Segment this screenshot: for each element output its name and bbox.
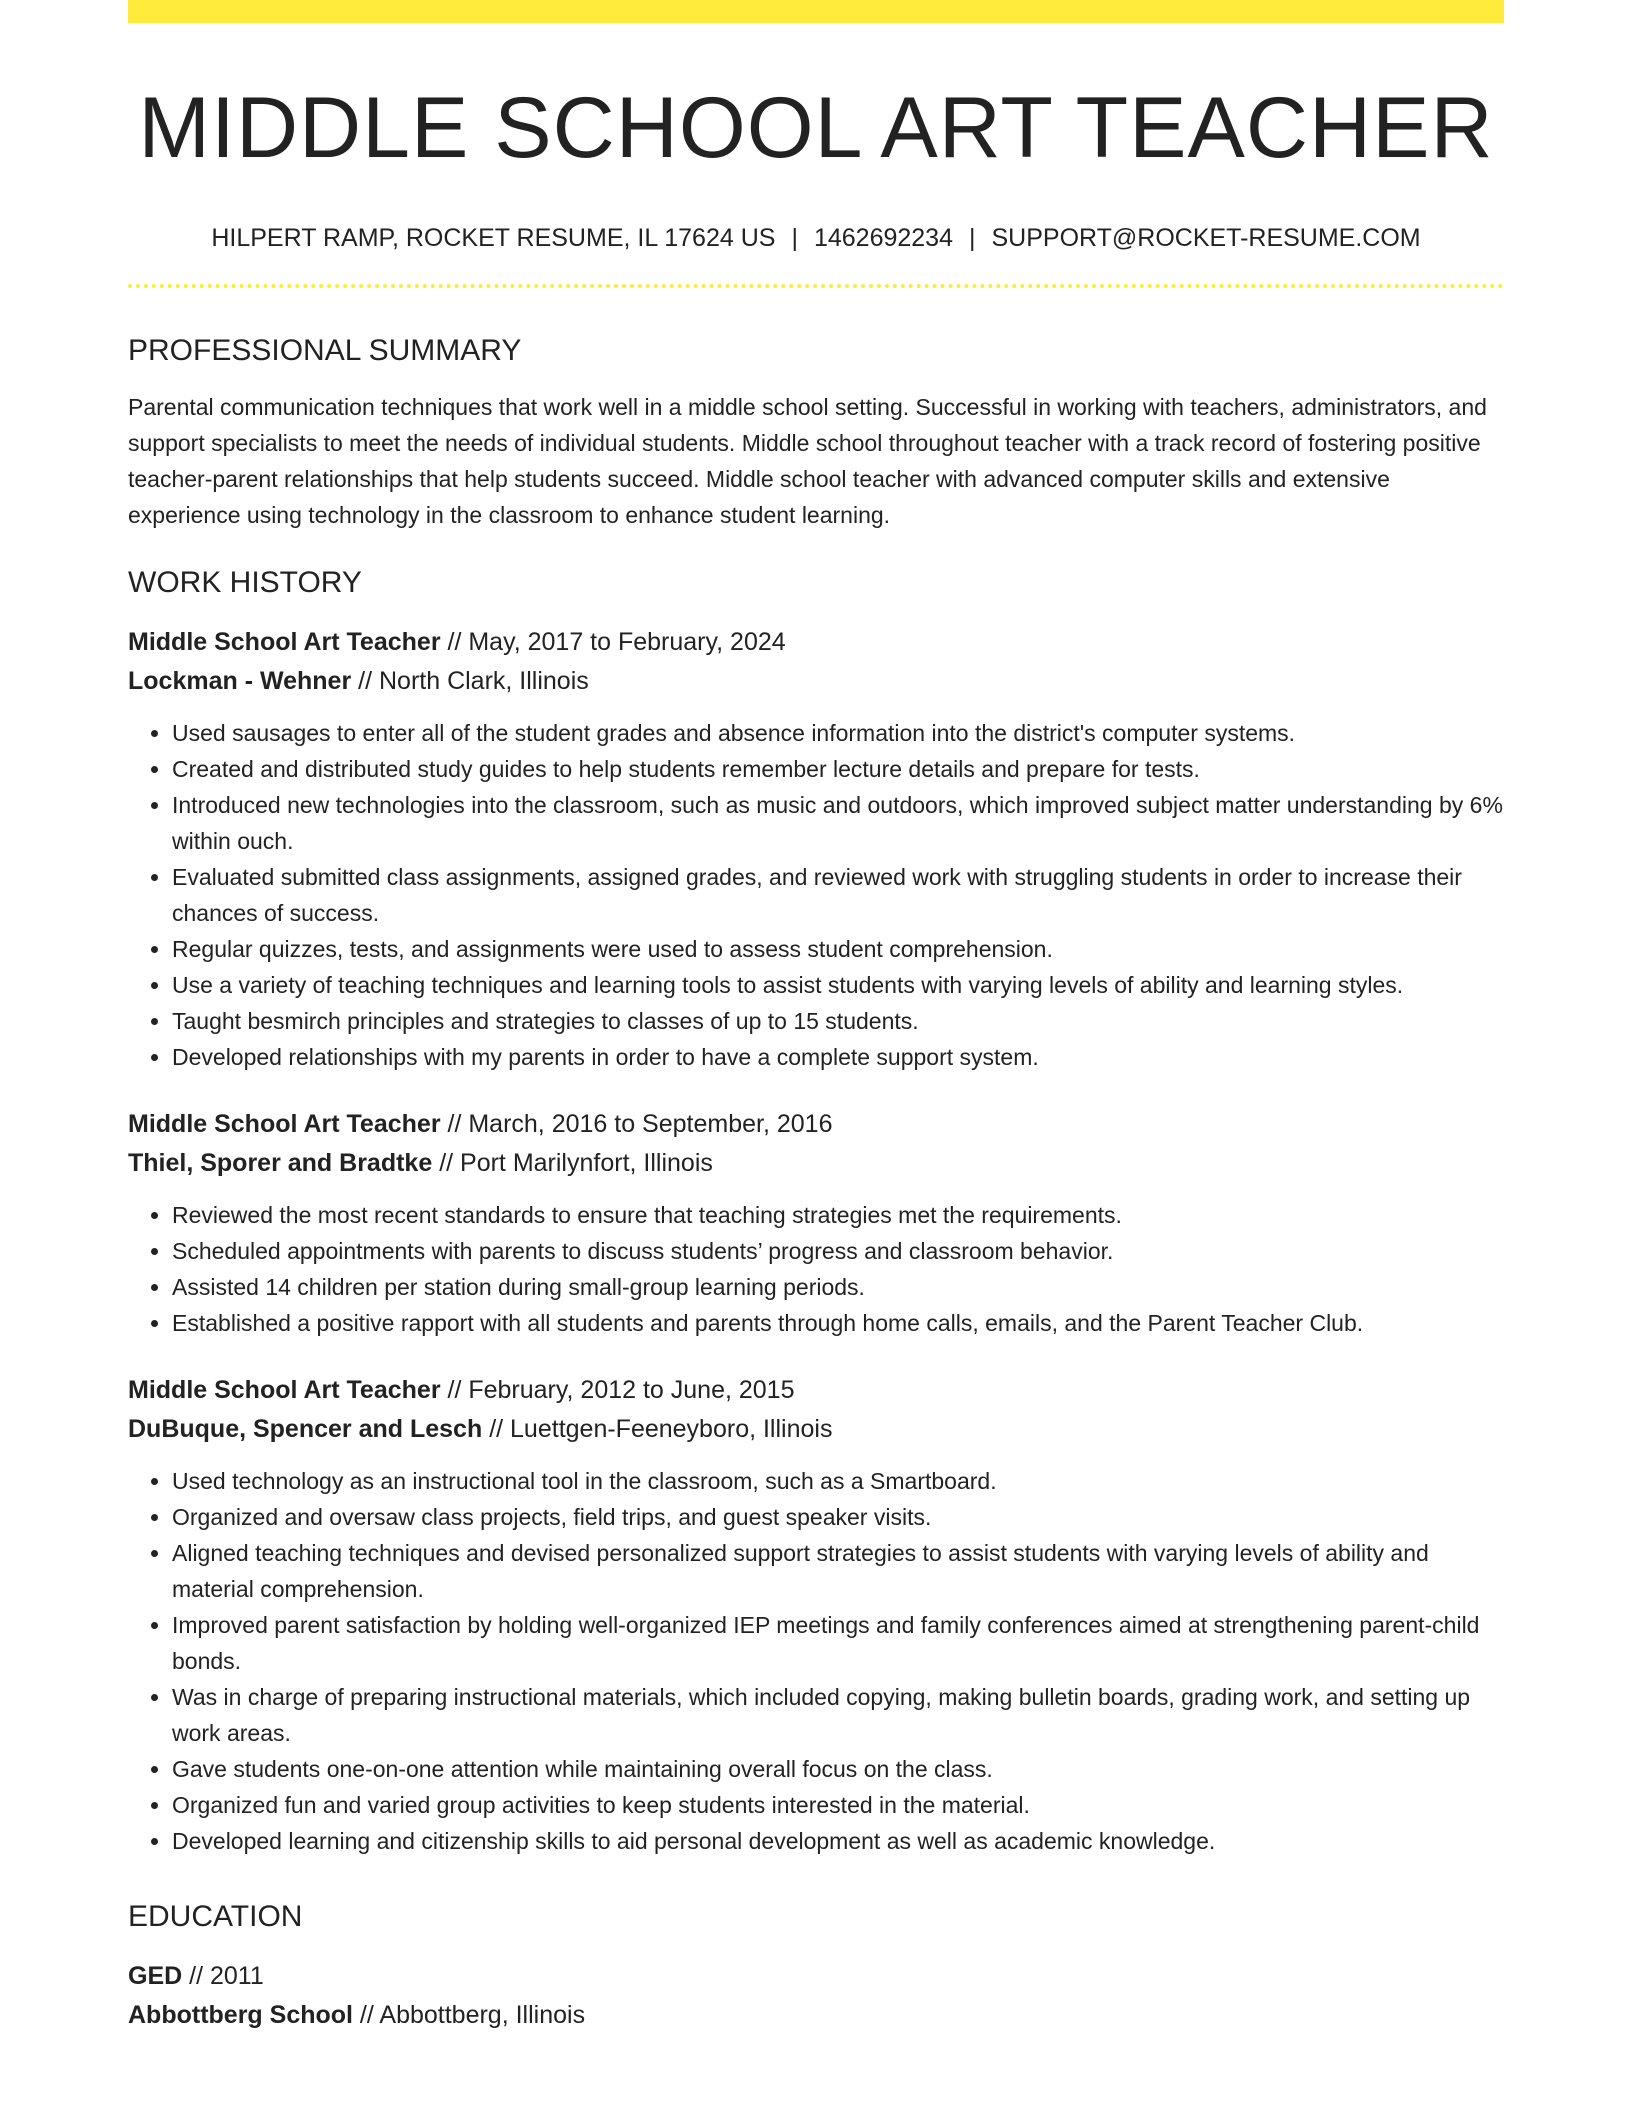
job-role: Middle School Art Teacher (128, 1110, 441, 1139)
job-employer: Lockman - Wehner (128, 667, 352, 696)
contact-line (128, 222, 1504, 255)
job-bullet: • Introduced new technologies into the classroom, such as music and outdoors, which improved subject matter understanding by 6% within ouch. (172, 787, 1504, 859)
job-bullet: • Developed relationships with my parents in order to have a complete support system. (172, 1039, 1504, 1075)
job-bullet: • Improved parent satisfaction by holding well-organized IEP meetings and family conferences aimed at strengthening parent-child bonds. (172, 1607, 1504, 1679)
job-bullet: • Scheduled appointments with parents to discuss students’ progress and classroom behavior. (172, 1233, 1504, 1269)
contact-address: HILPERT RAMP, ROCKET RESUME, IL 17624 US (211, 223, 776, 252)
job-bullet: • Use a variety of teaching techniques and learning tools to assist students with varying levels of ability and learning styles. (172, 967, 1504, 1003)
job-bullet: • Developed learning and citizenship skills to aid personal development as well as academic knowledge. (172, 1823, 1504, 1859)
job-title-line (128, 1371, 1504, 1410)
job-bullet: • Was in charge of preparing instructional materials, which included copying, making bulletin boards, grading work, and setting up work areas. (172, 1679, 1504, 1751)
job-bullet: • Organized fun and varied group activities to keep students interested in the material. (172, 1787, 1504, 1823)
dotted-divider (128, 284, 1504, 288)
education-location: // Abbottberg, Illinois (352, 2001, 586, 2030)
job-bullet: • Created and distributed study guides to help students remember lecture details and prepare for tests. (172, 751, 1504, 787)
job-location: // Port Marilynfort, Illinois (432, 1149, 713, 1178)
contact-separator: | (791, 223, 798, 252)
job-employer: DuBuque, Spencer and Lesch (128, 1415, 483, 1444)
resume-name: MIDDLE SCHOOL ART TEACHER (138, 80, 1494, 176)
summary-text: Parental communication techniques that work well in a middle school setting. Successful in working with teachers, administrators, and support specialists to meet the needs of individual students. Middle school throughout teacher with a track record of fostering positive teacher-parent relationships that help students succeed. Middle school teacher with advanced computer skills and extensive experience using technology in the classroom to enhance student learning. (128, 394, 1487, 529)
job-dates: // May, 2017 to February, 2024 (440, 628, 786, 657)
job-bullet: • Evaluated submitted class assignments, assigned grades, and reviewed work with struggling students in order to increase their chances of success. (172, 859, 1504, 931)
job-employer: Thiel, Sporer and Bradtke (128, 1149, 433, 1178)
resume-page (128, 0, 1504, 2035)
job-entry (128, 623, 1504, 1075)
job-dates: // February, 2012 to June, 2015 (440, 1376, 795, 1405)
contact-email: SUPPORT@ROCKET-RESUME.COM (991, 223, 1421, 252)
work-history-heading: WORK HISTORY (128, 566, 362, 600)
job-employer-line (128, 1410, 1504, 1449)
job-bullets (128, 1197, 1504, 1341)
contact-separator: | (969, 223, 976, 252)
job-employer-line (128, 662, 1504, 701)
education-year: // 2011 (182, 1962, 264, 1991)
job-bullet: • Used sausages to enter all of the student grades and absence information into the district's computer systems. (172, 715, 1504, 751)
job-entry (128, 1105, 1504, 1341)
education-degree-line (128, 1957, 1504, 1996)
education-entry (128, 1957, 1504, 2035)
summary-heading: PROFESSIONAL SUMMARY (128, 334, 522, 368)
job-bullets (128, 715, 1504, 1075)
job-bullet: • Assisted 14 children per station during small-group learning periods. (172, 1269, 1504, 1305)
job-title-line (128, 623, 1504, 662)
job-location: // North Clark, Illinois (351, 667, 589, 696)
job-bullets (128, 1463, 1504, 1859)
job-bullet: • Gave students one-on-one attention while maintaining overall focus on the class. (172, 1751, 1504, 1787)
education-school-line (128, 1996, 1504, 2035)
job-role: Middle School Art Teacher (128, 628, 441, 657)
job-bullet: • Organized and oversaw class projects, field trips, and guest speaker visits. (172, 1499, 1504, 1535)
job-bullet: • Established a positive rapport with all students and parents through home calls, emails, and the Parent Teacher Club. (172, 1305, 1504, 1341)
job-dates: // March, 2016 to September, 2016 (440, 1110, 833, 1139)
job-bullet: • Regular quizzes, tests, and assignments were used to assess student comprehension. (172, 931, 1504, 967)
job-entry (128, 1371, 1504, 1859)
job-bullet: • Aligned teaching techniques and devised personalized support strategies to assist students with varying levels of ability and material comprehension. (172, 1535, 1504, 1607)
top-accent-bar (128, 0, 1504, 23)
job-bullet: • Reviewed the most recent standards to ensure that teaching strategies met the requirements. (172, 1197, 1504, 1233)
job-title-line (128, 1105, 1504, 1144)
job-location: // Luettgen-Feeneyboro, Illinois (482, 1415, 833, 1444)
education-degree: GED (128, 1962, 183, 1991)
education-school: Abbottberg School (128, 2001, 353, 2030)
education-heading: EDUCATION (128, 1900, 303, 1934)
job-bullet: • Used technology as an instructional tool in the classroom, such as a Smartboard. (172, 1463, 1504, 1499)
job-employer-line (128, 1144, 1504, 1183)
job-role: Middle School Art Teacher (128, 1376, 441, 1405)
job-bullet: • Taught besmirch principles and strategies to classes of up to 15 students. (172, 1003, 1504, 1039)
contact-phone: 1462692234 (813, 223, 953, 252)
